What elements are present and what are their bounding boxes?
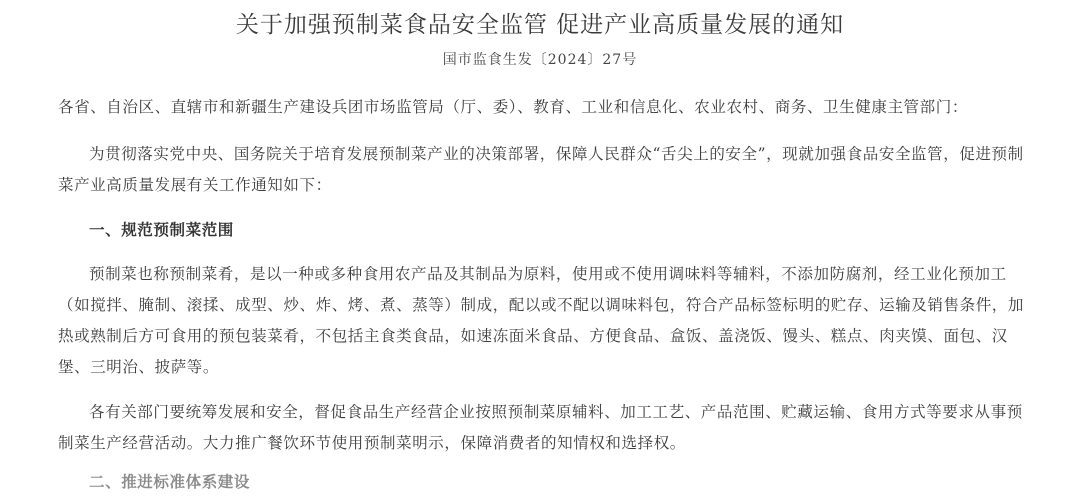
- section1-body-paragraph: 预制菜也称预制菜肴，是以一种或多种食用农产品及其制品为原料，使用或不使用调味料等辅料，不添加防腐剂，经工业化预加工（如搅拌、腌制、滚揉、成型、炒、炸、烤、煮、蒸等）制成，配以或不配以调味料包，符合产品标签标明的贮存、运输及销售条件，加热或熟制后方可食用的预包装菜肴，不包括主食类食品，如速冻面米食品、方便食品、盒饭、盖浇饭、馒头、糕点、肉夹馍、面包、汉堡、三明治、披萨等。: [58, 265, 1025, 376]
- section-heading-2-partial: 二、推进标准体系建设: [89, 472, 251, 491]
- addressee-paragraph: 各省、自治区、直辖市和新疆生产建设兵团市场监管局（厅、委）、教育、工业和信息化、农业农村、商务、卫生健康主管部门：: [58, 98, 968, 116]
- document-number: 国市监食生发〔2024〕27号: [442, 52, 638, 68]
- section1-body-paragraph-2: 各有关部门要统筹发展和安全，督促食品生产经营企业按照预制菜原辅料、加工工艺、产品范围、贮藏运输、食用方式等要求从事预制菜生产经营活动。大力推广餐饮环节使用预制菜明示，保障消费者的知情权和选择权。: [58, 403, 1023, 452]
- section-heading-1: 一、规范预制菜范围: [89, 220, 234, 239]
- intro-paragraph: 为贯彻落实党中央、国务院关于培育发展预制菜产业的决策部署，保障人民群众“舌尖上的安全”，现就加强食品安全监管，促进预制菜产业高质量发展有关工作通知如下：: [58, 145, 1024, 194]
- document-title: 关于加强预制菜食品安全监管 促进产业高质量发展的通知: [235, 12, 845, 38]
